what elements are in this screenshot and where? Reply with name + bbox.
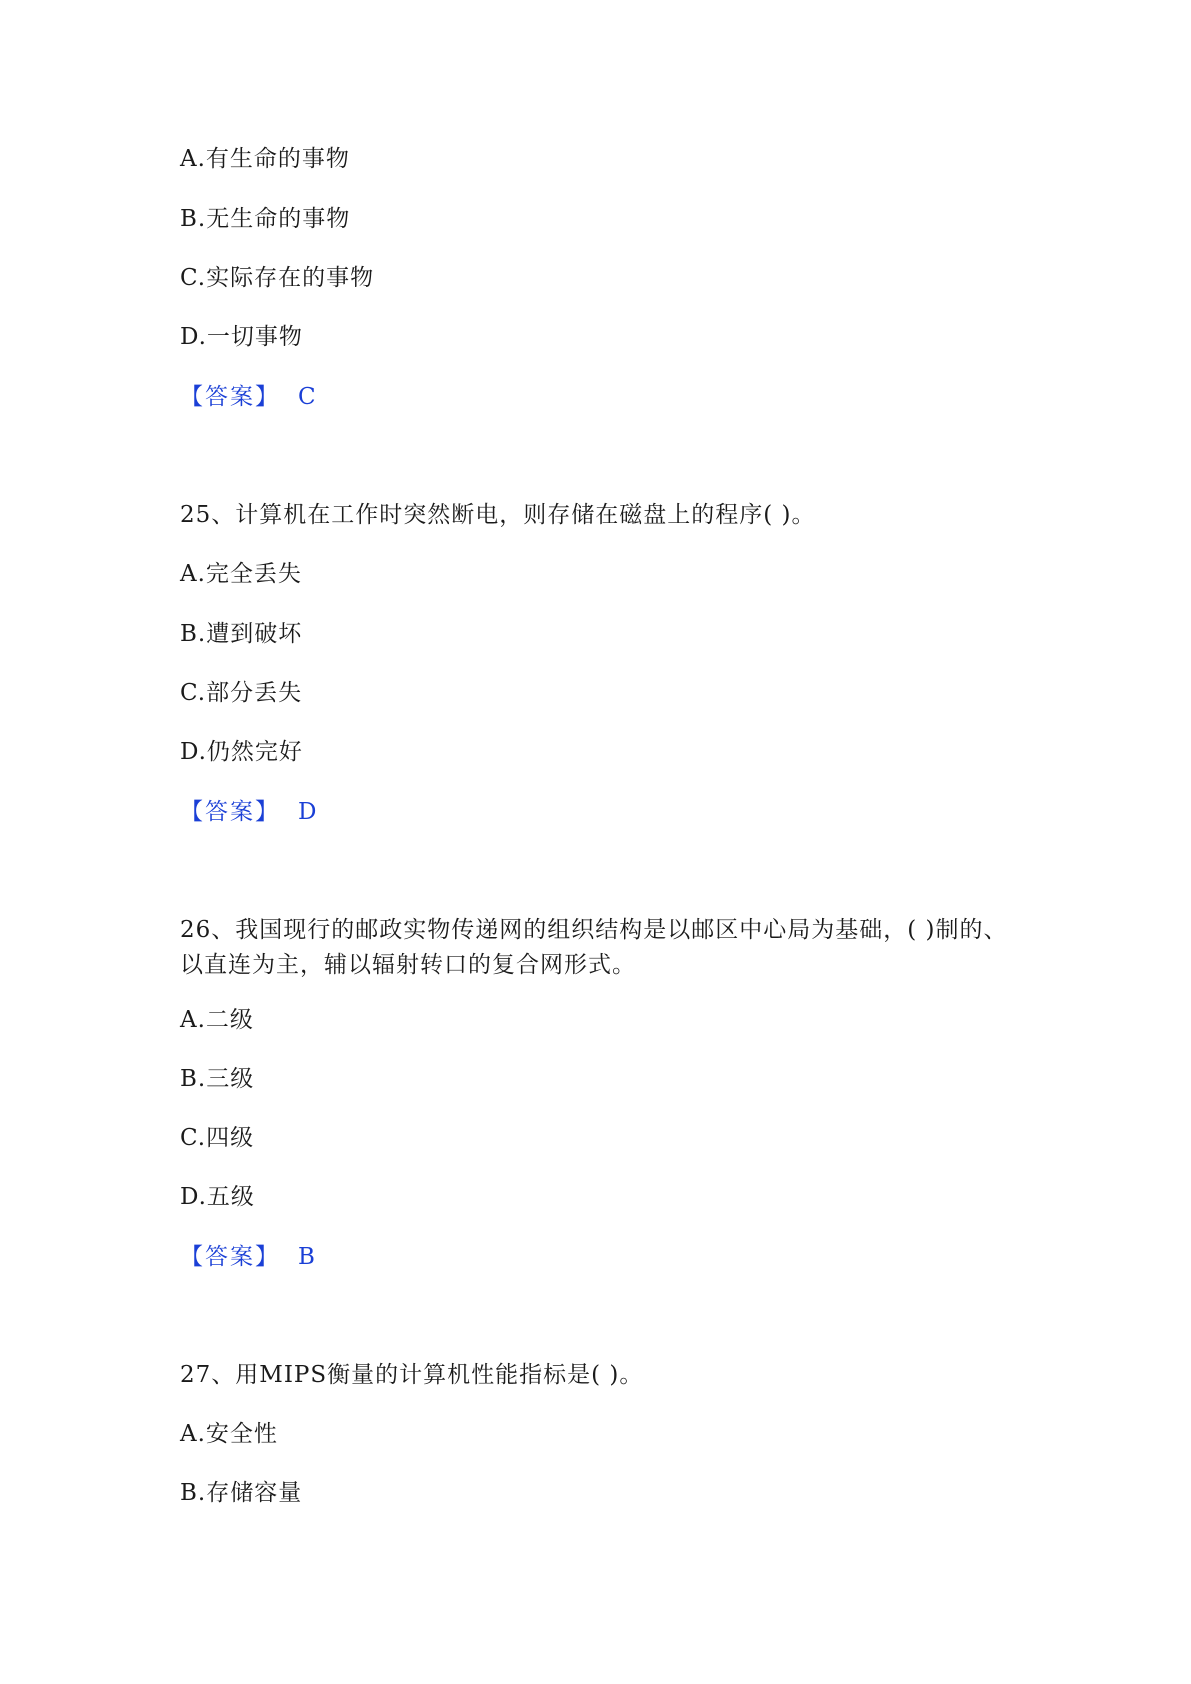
option-d: D.一切事物 — [180, 324, 303, 350]
question-text-line1: 26、我国现行的邮政实物传递网的组织结构是以邮区中心局为基础，( )制的、 — [180, 917, 1008, 943]
option-c: C.部分丢失 — [180, 680, 303, 706]
answer-line — [180, 380, 317, 414]
option-c: C.四级 — [180, 1125, 255, 1151]
option-d: D.仍然完好 — [180, 739, 303, 765]
option-a: A.有生命的事物 — [180, 146, 350, 172]
option-a: A.完全丢失 — [180, 561, 302, 587]
question-text-line2: 以直连为主，辅以辐射转口的复合网形式。 — [180, 952, 636, 978]
option-b: B.存储容量 — [180, 1480, 303, 1506]
question-text: 25、计算机在工作时突然断电，则存储在磁盘上的程序( )。 — [180, 502, 816, 528]
question-text: 27、用MIPS衡量的计算机性能指标是( )。 — [180, 1362, 644, 1388]
answer-value: C — [298, 384, 317, 410]
answer-label: 【答案】 — [180, 799, 280, 825]
option-b: B.遭到破坏 — [180, 621, 303, 647]
option-d: D.五级 — [180, 1184, 255, 1210]
answer-label: 【答案】 — [180, 1244, 280, 1270]
answer-line — [180, 1240, 316, 1274]
option-a: A.二级 — [180, 1007, 254, 1033]
option-a: A.安全性 — [180, 1421, 278, 1447]
option-c: C.实际存在的事物 — [180, 265, 375, 291]
answer-line — [180, 795, 317, 829]
answer-label: 【答案】 — [180, 384, 280, 410]
answer-value: D — [298, 799, 318, 825]
option-b: B.三级 — [180, 1066, 255, 1092]
option-b: B.无生命的事物 — [180, 206, 351, 232]
answer-value: B — [298, 1244, 316, 1270]
